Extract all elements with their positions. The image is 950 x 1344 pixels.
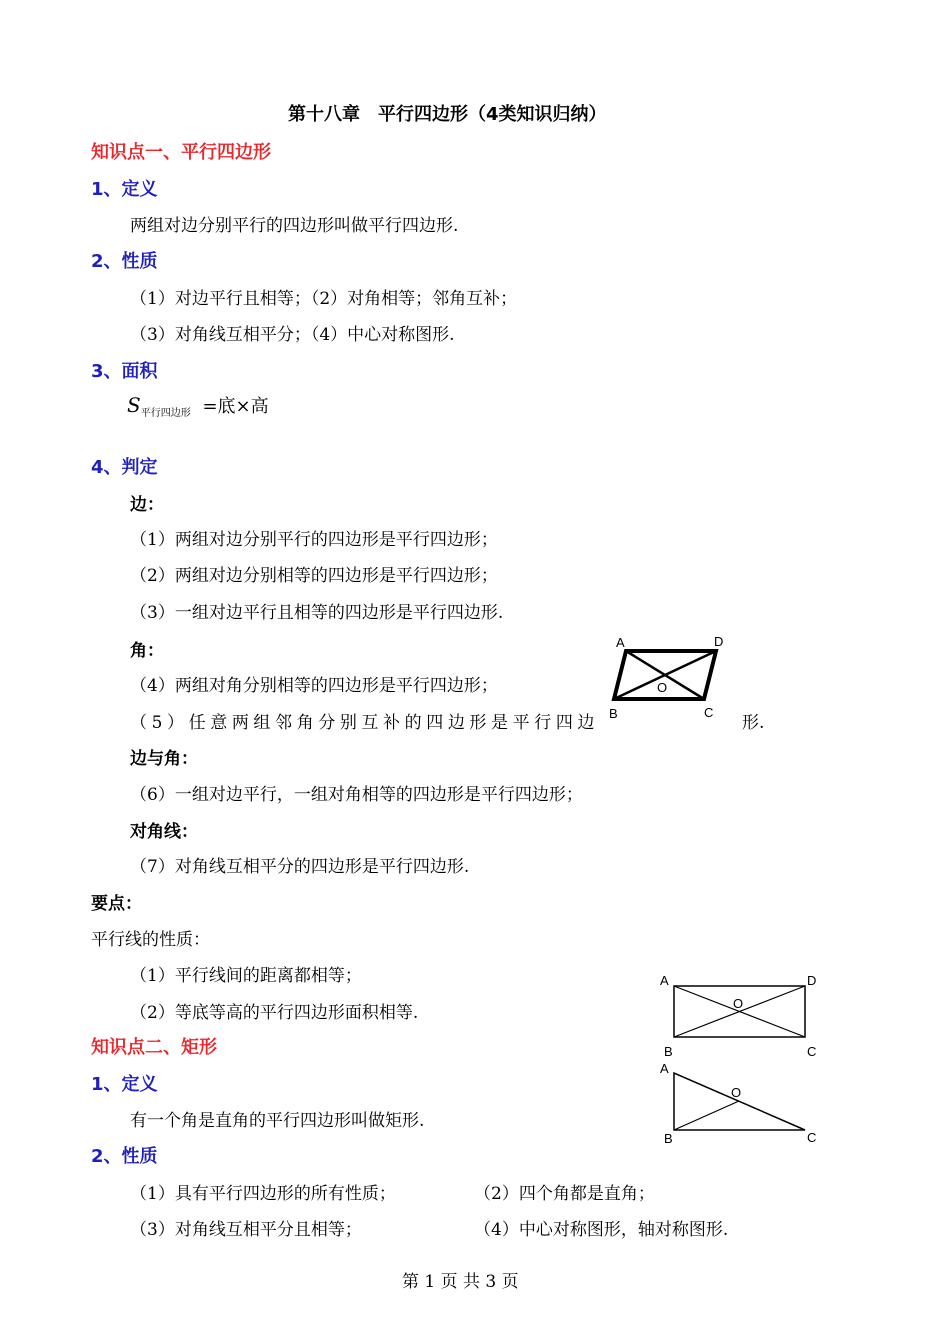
edge-angle-label: 边与角：	[130, 749, 198, 769]
area-rhs: =底×高	[202, 396, 269, 417]
tri-vertex-c: C	[807, 1130, 817, 1145]
judgement-6: （6）一组对边平行，一组对角相等的四边形是平行四边形；	[130, 785, 583, 805]
angle-label: 角：	[130, 641, 164, 661]
diagonal-label: 对角线：	[130, 822, 198, 842]
center-o: O	[657, 680, 668, 695]
vertex-b: B	[609, 706, 618, 721]
rect-vertex-c: C	[807, 1044, 817, 1059]
key-point-2: （2）等底等高的平行四边形面积相等.	[130, 1003, 419, 1023]
property-heading: 2、性质	[91, 251, 158, 272]
definition-heading: 1、定义	[91, 179, 158, 200]
rect-center-o: O	[733, 996, 744, 1011]
judgement-2: （2）两组对边分别相等的四边形是平行四边形；	[130, 566, 498, 586]
triangle-median	[674, 1101, 739, 1130]
rect-vertex-d: D	[807, 973, 817, 988]
page-footer: 第 1 页 共 3 页	[402, 1272, 519, 1292]
judgement-7: （7）对角线互相平分的四边形是平行四边形.	[130, 857, 470, 877]
property-line-2: （3）对角线互相平分；（4）中心对称图形.	[130, 325, 455, 345]
area-symbol: S	[127, 393, 141, 417]
vertex-c: C	[704, 705, 714, 720]
edge-label: 边：	[130, 495, 164, 515]
tri-vertex-b: B	[664, 1131, 673, 1146]
key-point-label: 要点：	[91, 894, 142, 914]
rect-property-heading: 2、性质	[91, 1146, 158, 1167]
judgement-5: （5）任意两组邻角分别互补的四边形是平行四边	[130, 713, 600, 733]
rect-property-1: （1）具有平行四边形的所有性质；	[130, 1184, 396, 1204]
rect-vertex-a: A	[660, 973, 669, 988]
definition-text: 两组对边分别平行的四边形叫做平行四边形.	[130, 216, 459, 236]
key-point-1: （1）平行线间的距离都相等；	[130, 966, 362, 986]
tri-vertex-a: A	[660, 1061, 669, 1076]
rect-property-4: （4）中心对称图形，轴对称图形.	[474, 1220, 729, 1240]
rectangle-figure	[655, 965, 830, 1060]
page-title: 第十八章 平行四边形（4类知识归纳）	[288, 104, 607, 125]
property-line-1: （1）对边平行且相等；（2）对角相等；邻角互补；	[130, 289, 518, 309]
rect-definition-heading: 1、定义	[91, 1074, 158, 1095]
rect-vertex-b: B	[664, 1044, 673, 1059]
section-heading-rectangle: 知识点二、矩形	[91, 1037, 217, 1058]
rect-property-3: （3）对角线互相平分且相等；	[130, 1220, 362, 1240]
section-heading-parallelogram: 知识点一、平行四边形	[91, 142, 271, 163]
tri-midpoint-o: O	[731, 1085, 742, 1100]
parallelogram-figure	[600, 630, 740, 725]
key-point-text: 平行线的性质：	[91, 930, 210, 950]
vertex-d: D	[714, 634, 724, 649]
judgement-heading: 4、判定	[91, 457, 158, 478]
judgement-5-end: 形.	[742, 713, 765, 733]
judgement-4: （4）两组对角分别相等的四边形是平行四边形；	[130, 676, 498, 696]
rect-property-2: （2）四个角都是直角；	[474, 1184, 655, 1204]
area-formula	[127, 392, 269, 418]
right-triangle-figure	[655, 1058, 830, 1148]
area-subscript: 平行四边形	[140, 408, 191, 419]
vertex-a: A	[616, 635, 625, 650]
judgement-3: （3）一组对边平行且相等的四边形是平行四边形.	[130, 603, 504, 623]
area-heading: 3、面积	[91, 361, 158, 382]
judgement-1: （1）两组对边分别平行的四边形是平行四边形；	[130, 530, 498, 550]
rect-definition-text: 有一个角是直角的平行四边形叫做矩形.	[130, 1111, 425, 1131]
